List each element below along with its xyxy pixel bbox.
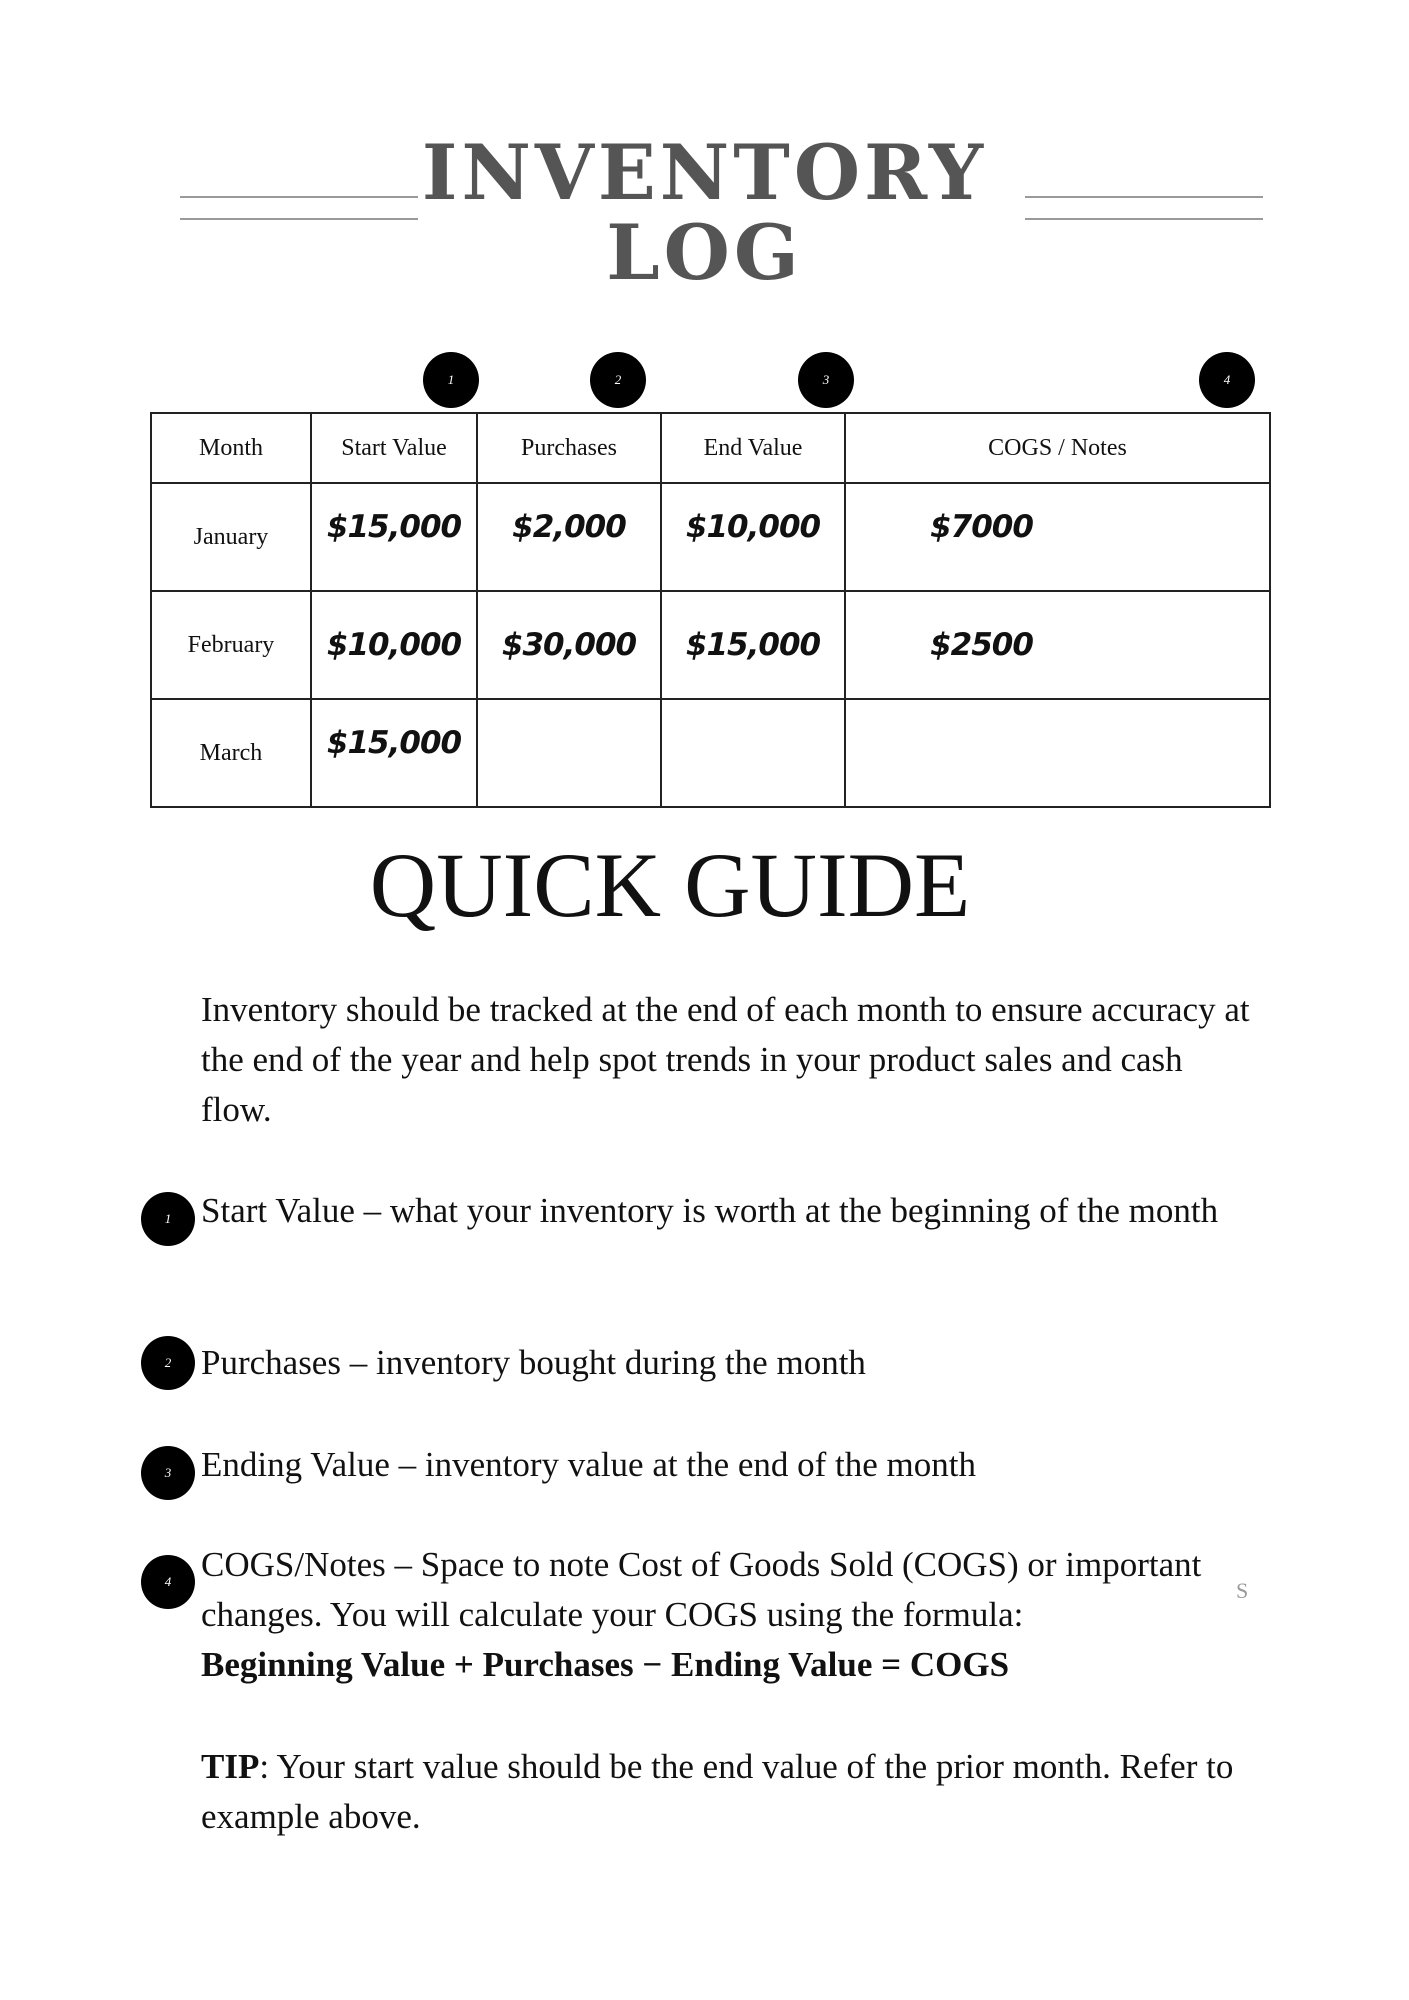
cell-purchases[interactable] — [477, 483, 661, 591]
guide-item-cogs-notes: COGS/Notes – Space to note Cost of Goods Sold (COGS) or important changes. You will calculate your COGS using the formula: — [201, 1545, 1202, 1634]
cell-end-value[interactable] — [661, 483, 845, 591]
purchases-value: $30,000 — [501, 627, 637, 663]
cell-month — [151, 483, 311, 591]
cell-start-value[interactable] — [311, 699, 477, 807]
guide-item-purchases: Purchases – inventory bought during the month — [201, 1343, 866, 1382]
guide-marker-2: 2 — [141, 1336, 195, 1390]
column-marker-1: 1 — [423, 352, 479, 408]
header-month: Month — [151, 413, 311, 483]
table-header-row — [151, 413, 1270, 483]
purchases-value: $2,000 — [512, 509, 626, 545]
header-end-value: End Value — [661, 413, 845, 483]
guide-marker-3: 3 — [141, 1446, 195, 1500]
cell-start-value[interactable] — [311, 591, 477, 699]
stray-mark: S — [1236, 1578, 1249, 1603]
end-value: $10,000 — [685, 509, 821, 545]
page-title-line1: INVENTORY — [421, 128, 988, 217]
cell-start-value[interactable] — [311, 483, 477, 591]
cogs-value: $2500 — [930, 627, 1033, 663]
cell-cogs-notes[interactable] — [845, 591, 1270, 699]
table-row — [151, 591, 1270, 699]
cell-cogs-notes[interactable] — [845, 699, 1270, 807]
page-title-line2: LOG — [606, 208, 803, 297]
column-marker-2: 2 — [590, 352, 646, 408]
cell-month — [151, 591, 311, 699]
cell-purchases[interactable] — [477, 699, 661, 807]
quick-guide-heading: QUICK GUIDE — [369, 834, 971, 936]
header-start-value: Start Value — [311, 413, 477, 483]
table-row — [151, 483, 1270, 591]
tip-label: TIP — [201, 1747, 260, 1786]
cell-end-value[interactable] — [661, 591, 845, 699]
tip-paragraph — [201, 1742, 1261, 1842]
table-row — [151, 699, 1270, 807]
cogs-formula: Beginning Value + Purchases − Ending Value = COGS — [201, 1645, 1010, 1684]
guide-marker-1: 1 — [141, 1192, 195, 1246]
cell-cogs-notes[interactable] — [845, 483, 1270, 591]
header-cogs-notes: COGS / Notes — [845, 413, 1270, 483]
start-value: $15,000 — [326, 725, 462, 761]
start-value: $10,000 — [326, 627, 462, 663]
header-purchases: Purchases — [477, 413, 661, 483]
month-label: January — [193, 523, 269, 550]
end-value: $15,000 — [685, 627, 821, 663]
guide-item-ending-value: Ending Value – inventory value at the end of the month — [201, 1445, 977, 1484]
guide-item-start-value: Start Value – what your inventory is worth at the beginning of the month — [201, 1191, 1219, 1230]
cell-end-value[interactable] — [661, 699, 845, 807]
column-marker-3: 3 — [798, 352, 854, 408]
inventory-log-table — [150, 412, 1271, 808]
month-label: February — [187, 631, 275, 658]
cell-month — [151, 699, 311, 807]
guide-intro: Inventory should be tracked at the end of each month to ensure accuracy at the end of the year and help spot trends in your product sales and cash flow. — [201, 990, 1250, 1129]
tip-text: : Your start value should be the end value of the prior month. Refer to example above. — [201, 1747, 1234, 1836]
month-label: March — [199, 739, 263, 766]
guide-marker-4: 4 — [141, 1555, 195, 1609]
start-value: $15,000 — [326, 509, 462, 545]
cogs-value: $7000 — [930, 509, 1033, 545]
cell-purchases[interactable] — [477, 591, 661, 699]
column-marker-4: 4 — [1199, 352, 1255, 408]
